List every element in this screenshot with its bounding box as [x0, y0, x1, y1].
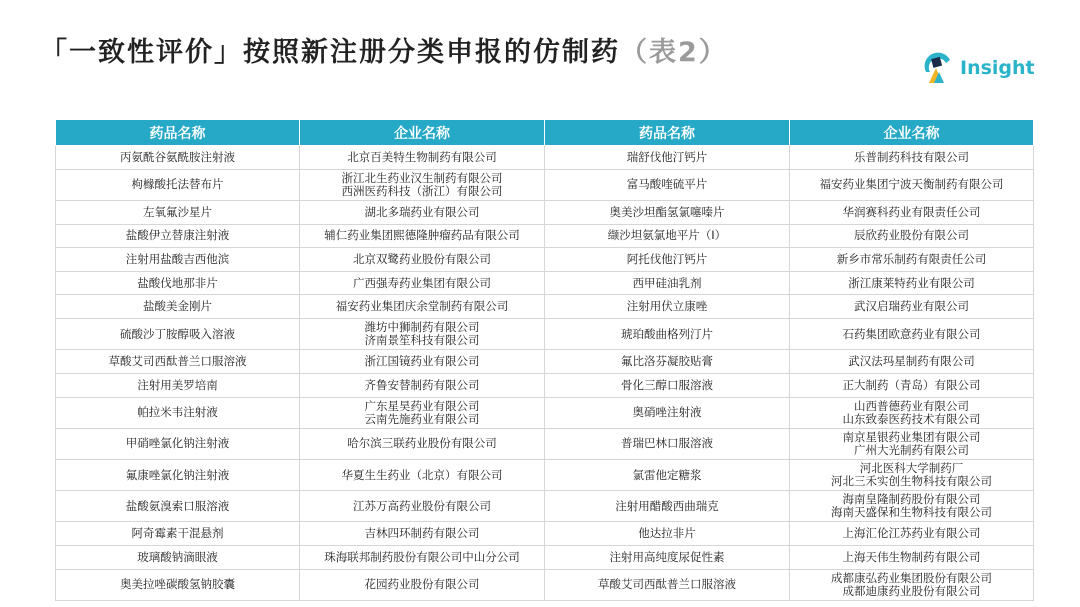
table-row: [56, 460, 1034, 491]
drug-name-cell: 帕拉米韦注射液: [56, 397, 300, 428]
drug-name-cell: 草酸艾司西酞普兰口服溶液: [545, 569, 790, 600]
table-row: [56, 350, 1034, 374]
company-name-cell: 南京星银药业集团有限公司 广州大光制药有限公司: [790, 428, 1034, 459]
table-body: [56, 146, 1034, 601]
drug-name-cell: 盐酸伐地那非片: [56, 271, 300, 295]
company-name-cell: 辰欣药业股份有限公司: [790, 224, 1034, 248]
drug-name-cell: 草酸艾司西酞普兰口服溶液: [56, 350, 300, 374]
company-name-cell: 潍坊中狮制药有限公司 济南景笙科技有限公司: [300, 319, 545, 350]
drug-name-cell: 普瑞巴林口服溶液: [545, 428, 790, 459]
header-company-name-2: 企业名称: [790, 120, 1034, 146]
drug-name-cell: 注射用高纯度尿促性素: [545, 546, 790, 570]
company-name-cell: 石药集团欧意药业有限公司: [790, 319, 1034, 350]
header-drug-name-2: 药品名称: [545, 120, 790, 146]
table-row: [56, 271, 1034, 295]
company-name-cell: 乐普制药科技有限公司: [790, 146, 1034, 170]
drug-name-cell: 奥硝唑注射液: [545, 397, 790, 428]
drug-name-cell: 左氧氟沙星片: [56, 200, 300, 224]
company-name-cell: 湖北多瑞药业有限公司: [300, 200, 545, 224]
company-name-cell: 广东星昊药业有限公司 云南先施药业有限公司: [300, 397, 545, 428]
brand-logo: [920, 50, 1035, 86]
company-name-cell: 成都康弘药业集团股份有限公司 成都迪康药业股份有限公司: [790, 569, 1034, 600]
drug-name-cell: 注射用醋酸西曲瑞克: [545, 491, 790, 522]
company-name-cell: 山西普德药业有限公司 山东致泰医药技术有限公司: [790, 397, 1034, 428]
table-row: [56, 397, 1034, 428]
drug-name-cell: 丙氨酰谷氨酰胺注射液: [56, 146, 300, 170]
page-title-text: 「一致性评价」按照新注册分类申报的仿制药: [40, 37, 620, 68]
company-name-cell: 华夏生生药业（北京）有限公司: [300, 460, 545, 491]
company-name-cell: 花园药业股份有限公司: [300, 569, 545, 600]
page-title-suffix: （表2）: [620, 37, 728, 68]
company-name-cell: 北京双鹭药业股份有限公司: [300, 248, 545, 272]
table-row: [56, 428, 1034, 459]
company-name-cell: 福安药业集团宁波天衡制药有限公司: [790, 169, 1034, 200]
table-row: [56, 569, 1034, 600]
table-row: [56, 248, 1034, 272]
drug-name-cell: 他达拉非片: [545, 522, 790, 546]
drug-name-cell: 注射用伏立康唑: [545, 295, 790, 319]
drug-name-cell: 缬沙坦氨氯地平片（I）: [545, 224, 790, 248]
drug-name-cell: 甲硝唑氯化钠注射液: [56, 428, 300, 459]
company-name-cell: 武汉启瑞药业有限公司: [790, 295, 1034, 319]
drug-name-cell: 硫酸沙丁胺醇吸入溶液: [56, 319, 300, 350]
table-row: [56, 522, 1034, 546]
logo-text: Insight: [960, 57, 1035, 79]
company-name-cell: 广西强寿药业集团有限公司: [300, 271, 545, 295]
drug-name-cell: 瑞舒伐他汀钙片: [545, 146, 790, 170]
company-name-cell: 辅仁药业集团熙德隆肿瘤药品有限公司: [300, 224, 545, 248]
table-row: [56, 169, 1034, 200]
table-row: [56, 295, 1034, 319]
drug-name-cell: 阿奇霉素干混悬剂: [56, 522, 300, 546]
company-name-cell: 福安药业集团庆余堂制药有限公司: [300, 295, 545, 319]
drug-name-cell: 琥珀酸曲格列汀片: [545, 319, 790, 350]
company-name-cell: 河北医科大学制药厂 河北三禾实创生物科技有限公司: [790, 460, 1034, 491]
company-name-cell: 吉林四环制药有限公司: [300, 522, 545, 546]
company-name-cell: 上海汇伦江苏药业有限公司: [790, 522, 1034, 546]
table-row: [56, 146, 1034, 170]
insight-logo-icon: [920, 50, 956, 86]
company-name-cell: 浙江康莱特药业有限公司: [790, 271, 1034, 295]
company-name-cell: 正大制药（青岛）有限公司: [790, 373, 1034, 397]
drug-name-cell: 盐酸伊立替康注射液: [56, 224, 300, 248]
table-row: [56, 491, 1034, 522]
drug-table-container: [55, 119, 1029, 601]
drug-name-cell: 注射用盐酸吉西他滨: [56, 248, 300, 272]
drug-name-cell: 氟比洛芬凝胶贴膏: [545, 350, 790, 374]
header-drug-name-1: 药品名称: [56, 120, 300, 146]
company-name-cell: 江苏万高药业股份有限公司: [300, 491, 545, 522]
drug-name-cell: 阿托伐他汀钙片: [545, 248, 790, 272]
drug-name-cell: 玻璃酸钠滴眼液: [56, 546, 300, 570]
drug-name-cell: 西甲硅油乳剂: [545, 271, 790, 295]
drug-name-cell: 骨化三醇口服溶液: [545, 373, 790, 397]
company-name-cell: 北京百美特生物制药有限公司: [300, 146, 545, 170]
drug-name-cell: 盐酸美金刚片: [56, 295, 300, 319]
drug-name-cell: 奥美沙坦酯氢氯噻嗪片: [545, 200, 790, 224]
drug-name-cell: 枸橼酸托法替布片: [56, 169, 300, 200]
drug-name-cell: 氯雷他定糖浆: [545, 460, 790, 491]
company-name-cell: 华润赛科药业有限责任公司: [790, 200, 1034, 224]
company-name-cell: 浙江北生药业汉生制药有限公司 西洲医药科技（浙江）有限公司: [300, 169, 545, 200]
table-row: [56, 546, 1034, 570]
drug-name-cell: 奥美拉唑碳酸氢钠胶囊: [56, 569, 300, 600]
table-row: [56, 200, 1034, 224]
drug-name-cell: 注射用美罗培南: [56, 373, 300, 397]
table-header-row: [56, 120, 1034, 146]
table-row: [56, 373, 1034, 397]
company-name-cell: 齐鲁安替制药有限公司: [300, 373, 545, 397]
company-name-cell: 浙江国镜药业有限公司: [300, 350, 545, 374]
drug-name-cell: 盐酸氨溴索口服溶液: [56, 491, 300, 522]
drug-name-cell: 富马酸喹硫平片: [545, 169, 790, 200]
company-name-cell: 海南皇隆制药股份有限公司 海南天盛保和生物科技有限公司: [790, 491, 1034, 522]
drug-name-cell: 氟康唑氯化钠注射液: [56, 460, 300, 491]
company-name-cell: 哈尔滨三联药业股份有限公司: [300, 428, 545, 459]
company-name-cell: 新乡市常乐制药有限责任公司: [790, 248, 1034, 272]
table-row: [56, 319, 1034, 350]
company-name-cell: 上海天伟生物制药有限公司: [790, 546, 1034, 570]
page-title: [40, 30, 728, 69]
drug-table: [55, 119, 1034, 601]
table-row: [56, 224, 1034, 248]
company-name-cell: 武汉法玛星制药有限公司: [790, 350, 1034, 374]
company-name-cell: 珠海联邦制药股份有限公司中山分公司: [300, 546, 545, 570]
header-company-name-1: 企业名称: [300, 120, 545, 146]
